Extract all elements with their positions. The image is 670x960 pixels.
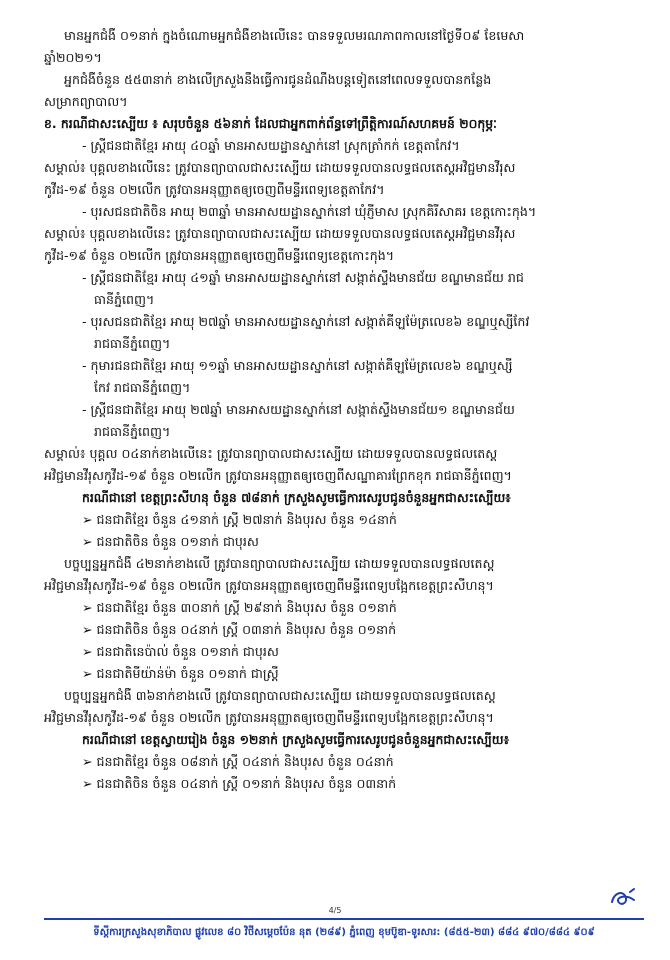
case-item: - បុរសជនជាតិចិន អាយុ ២៣ឆ្នាំ មានអាសយដ្ឋានស្នាក់នៅ ឃុំភ្ញីមាស ស្រុកគិរីសាគរ ខេត្តកោះកុង។ — [82, 204, 537, 219]
summary-item: ➢ ជនជាតិខ្មែរ ចំនួន ៤១នាក់ ស្ត្រី ២៧នាក់ និងបុរស ចំនួន ១៤នាក់ — [82, 512, 397, 527]
footer-divider — [44, 918, 644, 920]
summary-item: ➢ ជនជាតិមីយ៉ាន់ម៉ា ចំនួន ០១នាក់ ជាស្ត្រី — [82, 666, 279, 681]
case-item-continued: កែវ រាជធានីភ្នំពេញ។ — [94, 380, 191, 395]
paragraph-line: សម្រាកព្យាបាល។ — [44, 94, 128, 109]
summary-item: ➢ ជនជាតិខ្មែរ ចំនួន ០៨នាក់ ស្ត្រី ០៤នាក់ និងបុរស ចំនួន ០៤នាក់ — [82, 754, 394, 769]
paragraph-line: ឆ្នាំ២០២១។ — [44, 50, 102, 65]
note-line: កូវីដ-១៩ ចំនួន ០២លើក ត្រូវបានអនុញ្ញាតឲ្យចេញពីមន្ទីរពេទ្យខេត្តតាកែវ។ — [44, 182, 385, 197]
paragraph-line: អវិជ្ជមានវីរុសកូវីដ-១៩ ចំនួន ០២លើក ត្រូវបានអនុញ្ញាតឲ្យចេញពីមន្ទីរពេទ្យបង្អែកខេត្តព្រះសីហនុ។ — [44, 578, 494, 593]
paragraph-line: អវិជ្ជមានវីរុសកូវីដ-១៩ ចំនួន ០២លើក ត្រូវបានអនុញ្ញាតឲ្យចេញពីមន្ទីរពេទ្យបង្អែកខេត្តព្រះសីហនុ។ — [44, 710, 494, 725]
note-line: សម្គាល់៖ បុគ្គល ០៤នាក់ខាងលើនេះ ត្រូវបានព្យាបាលជាសះស្បើយ ដោយទទួលបានលទ្ធផលតេស្ត — [44, 446, 498, 461]
summary-item: ➢ ជនជាតិចិន ចំនួន ០១នាក់ ជាបុរស — [82, 534, 259, 549]
case-item: - បុរសជនជាតិខ្មែរ អាយុ ២៧ឆ្នាំ មានអាសយដ្ឋានស្នាក់នៅ សង្កាត់គីឡូម៉ែត្រលេខ៦ ខណ្ឌឬស្សីកែវ — [82, 314, 530, 329]
note-line: សម្គាល់៖ បុគ្គលខាងលើនេះ ត្រូវបានព្យាបាលជាសះស្បើយ ដោយទទួលបានលទ្ធផលតេស្តអវិជ្ជមានវីរុស — [44, 160, 516, 175]
paragraph-line: បច្ចុប្បន្នអ្នកជំងឺ ៣៦នាក់ខាងលើ ត្រូវបានព្យាបាលជាសះស្បើយ ដោយទទួលបានលទ្ធផលតេស្ត — [64, 688, 496, 703]
summary-item: ➢ ជនជាតិខ្មែរ ចំនួន ៣០នាក់ ស្ត្រី ២៩នាក់ និងបុរស ចំនួន ០១នាក់ — [82, 600, 397, 615]
page-number: 4/5 — [328, 906, 342, 915]
case-item-continued: រាជធានីភ្នំពេញ។ — [94, 336, 171, 351]
paragraph-line: បច្ចុប្បន្នអ្នកជំងឺ ៤២នាក់ខាងលើ ត្រូវបានព្យាបាលជាសះស្បើយ ដោយទទួលបានលទ្ធផលតេស្ត — [64, 556, 495, 571]
document-body — [44, 28, 644, 798]
case-item: - ស្ត្រីជនជាតិខ្មែរ អាយុ ៤០ឆ្នាំ មានអាសយដ្ឋានស្នាក់នៅ ស្រុកត្រាំកក់ ខេត្តតាកែវ។ — [82, 138, 460, 153]
case-item: - កុមារជនជាតិខ្មែរ អាយុ ១១ឆ្នាំ មានអាសយដ្ឋានស្នាក់នៅ សង្កាត់គីឡូម៉ែត្រលេខ៦ ខណ្ឌឬស្សី — [82, 358, 513, 373]
subsection-heading: ករណីជានៅ ខេត្តស្វាយរៀង ចំនួន ១២នាក់ ក្រសួងសូមធ្វើការសេរូបជូនចំនួនអ្នកជាសះស្បើយ៖ — [82, 732, 510, 747]
footer-address: ទីស្តីការក្រសួងសុខាភិបាល ផ្លូវលេខ ៨០ វិថីសម្តេចប៉ែន នុត (២៨៩) ភ្នំពេញ ខុមប៊ូឌា-ទូរសារ: (៨៥៥-២៣) ៨៨៤ ៩៧០/៨៨៤ ៩០៩ — [93, 927, 595, 938]
case-item-continued: ធានីភ្នំពេញ។ — [94, 292, 155, 307]
paragraph-line: អ្នកជំងឺចំនួន ៥៥៣នាក់ ខាងលើក្រសួងនឹងធ្វើការជូនដំណឹងបន្តទៀតនៅពេលទទួលបានកន្លែង — [64, 72, 492, 87]
note-line: សម្គាល់៖ បុគ្គលខាងលើនេះ ត្រូវបានព្យាបាលជាសះស្បើយ ដោយទទួលបានលទ្ធផលតេស្តអវិជ្ជមានវីរុស — [44, 226, 516, 241]
summary-item: ➢ ជនជាតិចិន ចំនួន ០៤នាក់ ស្ត្រី ០១នាក់ និងបុរស ចំនួន ០៣នាក់ — [82, 776, 397, 791]
note-line: អវិជ្ជមានវីរុសកូវីដ-១៩ ចំនួន ០២លើក ត្រូវបានអនុញ្ញាតឲ្យចេញពីសណ្ឋាគារព្រែកខុក រាជធានីភ្នំពេញ។ — [44, 468, 512, 483]
case-item: - ស្ត្រីជនជាតិខ្មែរ អាយុ ៤១ឆ្នាំ មានអាសយដ្ឋានស្នាក់នៅ សង្កាត់ស្ទឹងមានជ័យ ខណ្ឌមានជ័យ រាជ — [82, 270, 524, 285]
case-item: - ស្ត្រីជនជាតិខ្មែរ អាយុ ២៧ឆ្នាំ មានអាសយដ្ឋានស្នាក់នៅ សង្កាត់ស្ទឹងមានជ័យ១ ខណ្ឌមានជ័យ — [82, 402, 515, 417]
paragraph-line: មានអ្នកជំងឺ ០១នាក់ ក្នុងចំណោមអ្នកជំងឺខាងលើនេះ បានទទួលមរណភាពកាលនៅថ្ងៃទី០៩ ខែមេសា — [64, 28, 525, 43]
summary-item: ➢ ជនជាតិចិន ចំនួន ០៤នាក់ ស្ត្រី ០៣នាក់ និងបុរស ចំនួន ០១នាក់ — [82, 622, 397, 637]
subsection-heading: ករណីជានៅ ខេត្តព្រះសីហនុ ចំនួន ៧៨នាក់ ក្រសួងសូមធ្វើការសេរូបជូនចំនួនអ្នកជាសះស្បើយ៖ — [82, 490, 511, 505]
case-item-continued: រាជធានីភ្នំពេញ។ — [94, 424, 171, 439]
note-line: កូវីដ-១៩ ចំនួន ០២លើក ត្រូវបានអនុញ្ញាតឲ្យចេញពីមន្ទីរពេទ្យខេត្តកោះកុង។ — [44, 248, 395, 263]
section-heading: ខ. ករណីជាសះស្បើយ ៖ សរុបចំនួន ៥៦នាក់ ដែលជាអ្នកពាក់ព័ន្ធទៅព្រឹត្តិការណ៍សហគមន៍ ២០កុម្ភៈ — [44, 116, 497, 131]
summary-item: ➢ ជនជាតិនេប៉ាល់ ចំនួន ០១នាក់ ជាបុរស — [82, 644, 279, 659]
